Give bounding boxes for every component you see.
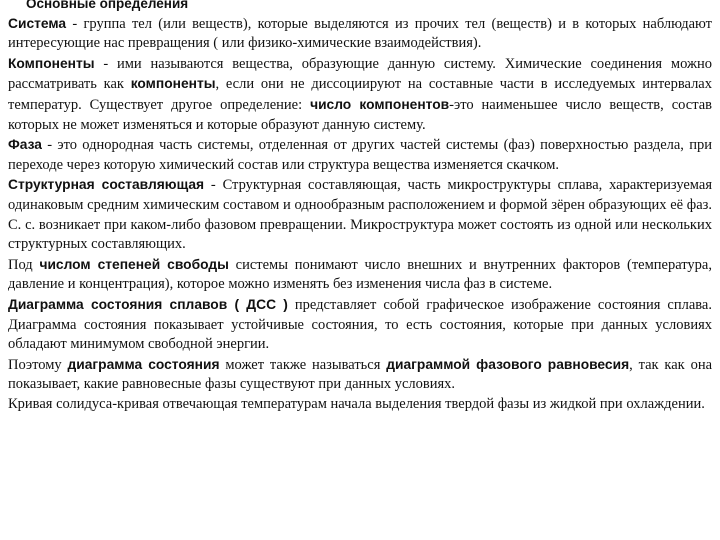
definition-degrees-of-freedom [8, 255, 712, 295]
definition-phase [8, 135, 712, 175]
definition-text: Кривая солидуса-кривая отвечающая температурам начала выделения твердой фазы из жидкой при охлаждении. [8, 395, 705, 412]
term-number-of-components: число компонентов [310, 96, 450, 112]
definition-structural-component [8, 175, 712, 254]
definition-text: , если они не диссоциируют на составные части в исследуемых интервалах температур. Существует другое определение: [8, 76, 712, 113]
definition-components [8, 54, 712, 135]
term-structural-component: Структурная составляющая [8, 177, 205, 193]
definition-text: -это наименьшее число веществ, состав которых не может изменяться и которые образуют данную систему. [8, 96, 712, 133]
term-components-inline: компоненты [130, 76, 216, 92]
term-degrees-of-freedom: числом степеней свободы [39, 256, 229, 272]
definition-phase-diagram [8, 295, 712, 355]
definition-text: - ими называются вещества, образующие данную систему. Химические соединения можно рассматривать как [8, 55, 712, 93]
definition-phase-equilibrium [8, 355, 712, 395]
term-system: Система [8, 15, 67, 31]
section-heading: Основные определения [26, 0, 189, 11]
definition-text: - это однородная часть системы, отделенная от других частей системы (фаз) поверхностью раздела, при переходе через которую химический состав или структура вещества изменяется скачком. [8, 137, 712, 173]
term-phase: Фаза [8, 137, 42, 153]
term-phase-diagram: Диаграмма состояния сплавов ( ДСС ) [8, 296, 288, 312]
definition-text: может также называться [219, 356, 387, 373]
definition-solidus [8, 395, 712, 415]
term-components: Компоненты [8, 55, 95, 71]
term-phase-equilibrium-diagram: диаграммой фазового равновесия [386, 356, 630, 372]
definition-text: Поэтому [8, 356, 68, 373]
definition-text: , так как она показывает, какие равновесные фазы существуют при данных условиях. [8, 356, 713, 393]
definition-text: системы понимают число внешних и внутренних факторов (температура, давление и концентрация), которое можно изменять без изменения числа фаз в системе. [8, 256, 712, 293]
definition-text: - Структурная составляющая, часть микроструктуры сплава, характеризуемая одинаковым средним химическим составом и однообразным расположением и формой зёрен образующих её фаз. С. с. возникает при каком-либо фазовом превращении. Микроструктура может состоять из одной или нескольких структурных составляющих. [8, 177, 712, 253]
definition-text: - группа тел (или веществ), которые выделяются из прочих тел (веществ) и в которых наблюдают интересующие нас превращения ( или физико-химические взаимодействия). [8, 15, 712, 52]
term-state-diagram: диаграмма состояния [67, 356, 220, 372]
definition-system [8, 14, 712, 54]
definition-text: Под [8, 256, 40, 273]
definition-text: представляет собой графическое изображение состояния сплава. Диаграмма состояния показывает устойчивые состояния, то есть состояния, которые при данных условиях обладают минимумом свободной энергии. [8, 296, 712, 353]
